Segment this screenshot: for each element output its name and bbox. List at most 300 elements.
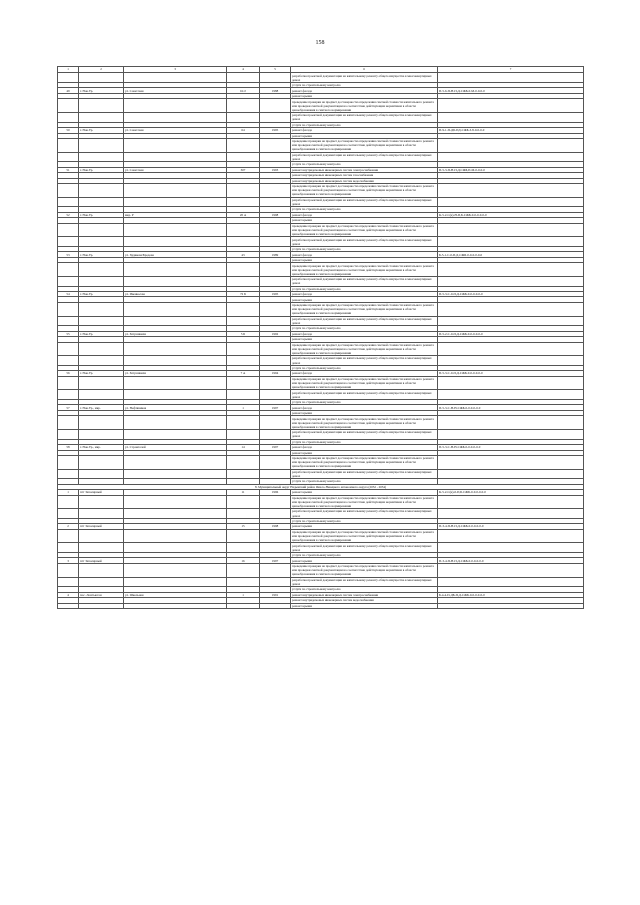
- table-row: [58, 356, 584, 366]
- section-title: 8. Муниципальный округ Надымский район Ямало-Ненецкого автономного округа (2032 - 2034): [58, 484, 584, 489]
- row-number-cell: 58: [58, 445, 79, 450]
- table-row: [58, 184, 584, 198]
- work-cell: проведение проверки на предмет достоверности определения сметной стоимости капитального ремонта или проверки сметной документации на соответствие действующим нормативам в области ценообразования в сметного нормирования: [291, 495, 438, 509]
- empty-cell: [438, 99, 584, 113]
- empty-cell: [260, 223, 291, 237]
- work-cell: разработка проектной документации на капитальному ремонту общего имущества в многоквартирных домах: [291, 356, 438, 366]
- work-cell: услуги по строительному контролю: [291, 365, 438, 370]
- empty-cell: [438, 416, 584, 430]
- empty-cell: [79, 416, 124, 430]
- city-cell: г. Нов.Ур.: [79, 331, 124, 336]
- year-cell: 1989: [260, 252, 291, 257]
- street-cell: мкр. Р: [124, 212, 227, 217]
- empty-cell: [260, 543, 291, 553]
- work-cell: разработка проектной документации на капитальному ремонту общего имущества в многоквартирных домах: [291, 430, 438, 440]
- table-row: [58, 529, 584, 543]
- empty-cell: [227, 390, 260, 400]
- empty-cell: [227, 563, 260, 577]
- house-cell: 16: [227, 558, 260, 563]
- work-cell: ремонт фасада: [291, 371, 438, 376]
- empty-cell: [124, 113, 227, 123]
- empty-cell: [79, 113, 124, 123]
- empty-cell: [438, 455, 584, 469]
- row-number-cell: 49: [58, 88, 79, 93]
- empty-cell: [58, 152, 79, 162]
- row-number-cell: 2: [58, 524, 79, 529]
- header-cell: 2: [79, 67, 124, 73]
- empty-cell: [260, 302, 291, 316]
- empty-cell: [58, 376, 79, 390]
- empty-cell: [58, 529, 79, 543]
- work-cell: услуги по строительному контролю: [291, 286, 438, 291]
- empty-cell: [227, 342, 260, 356]
- empty-cell: [79, 563, 124, 577]
- house-cell: 61/2: [227, 88, 260, 93]
- work-cell: разработка проектной документации на капитальному ремонту общего имущества в многоквартирных домах: [291, 73, 438, 83]
- work-cell: ремонт внутридомовых инженерных систем водоснабжения: [291, 178, 438, 183]
- house-cell: 20 А: [227, 212, 260, 217]
- empty-cell: [227, 184, 260, 198]
- empty-cell: [260, 184, 291, 198]
- empty-cell: [438, 543, 584, 553]
- empty-cell: [227, 138, 260, 152]
- empty-cell: [124, 197, 227, 207]
- street-cell: ул. Советская: [124, 88, 227, 93]
- row-number-cell: 55: [58, 331, 79, 336]
- empty-cell: [438, 603, 584, 608]
- year-cell: 1988: [260, 88, 291, 93]
- work-cell: услуги по строительному контролю: [291, 399, 438, 404]
- empty-cell: [79, 99, 124, 113]
- work-cell: услуги по строительному контролю: [291, 587, 438, 592]
- empty-cell: [227, 197, 260, 207]
- empty-cell: [79, 455, 124, 469]
- empty-cell: [124, 563, 227, 577]
- work-cell: услуги по строительному контролю: [291, 162, 438, 167]
- work-cell: ремонт внутридомовых инженерных систем газоснабжения: [291, 173, 438, 178]
- street-cell: ул. Школьная: [124, 592, 227, 597]
- table-row: [58, 237, 584, 247]
- work-cell: разработка проектной документации на капитальному ремонту общего имущества в многоквартирных домах: [291, 577, 438, 587]
- header-cell: 3: [124, 67, 227, 73]
- house-cell: 11: [227, 490, 260, 495]
- empty-cell: [438, 356, 584, 366]
- code-cell: Б-4-4-П-ДБ-П,Д-СЖБ-0-0-0-0-0-0: [438, 592, 584, 597]
- table-row: [58, 495, 584, 509]
- work-cell: разработка проектной документации на капитальному ремонту общего имущества в многоквартирных домах: [291, 469, 438, 479]
- street-cell: ул. Звтуашвили: [124, 331, 227, 336]
- empty-cell: [79, 543, 124, 553]
- table-row: [58, 223, 584, 237]
- work-cell: проведение проверки на предмет достоверности определения сметной стоимости капитального ремонта или проверки сметной документации на соответствие действующим нормативам в области ценообразования в сметного нормирования: [291, 138, 438, 152]
- work-cell: услуги по строительному контролю: [291, 246, 438, 251]
- code-cell: Б-5-1-С-0-П,Д-СЖБ-0-0-0-0-0-0: [438, 252, 584, 257]
- empty-cell: [124, 73, 227, 83]
- empty-cell: [438, 263, 584, 277]
- empty-cell: [227, 577, 260, 587]
- work-cell: разработка проектной документации на капитальному ремонту общего имущества в многоквартирных домах: [291, 509, 438, 519]
- work-cell: услуги по строительному контролю: [291, 207, 438, 212]
- header-cell: 4: [227, 67, 260, 73]
- header-cell: 7: [438, 67, 584, 73]
- work-cell: проведение проверки на предмет достоверности определения сметной стоимости капитального ремонта или проверки сметной документации на соответствие действующим нормативам в области ценообразования в сметного нормирования: [291, 376, 438, 390]
- table-row: [58, 469, 584, 479]
- empty-cell: [124, 316, 227, 326]
- work-cell: проведение проверки на предмет достоверности определения сметной стоимости капитального ремонта или проверки сметной документации на соответствие действующим нормативам в области ценообразования в сметного нормирования: [291, 263, 438, 277]
- empty-cell: [227, 356, 260, 366]
- year-cell: 1992: [260, 331, 291, 336]
- code-cell: П-5-3-С-0-П,Д-СЖБ-0-0-0-0-0-0: [438, 292, 584, 297]
- empty-cell: [58, 263, 79, 277]
- work-cell: разработка проектной документации на капитальному ремонту общего имущества в многоквартирных домах: [291, 390, 438, 400]
- work-cell: ремонт фасада: [291, 292, 438, 297]
- year-cell: 1991: [260, 592, 291, 597]
- work-cell: разработка проектной документации на капитальному ремонту общего имущества в многоквартирных домах: [291, 316, 438, 326]
- work-cell: проведение проверки на предмет достоверности определения сметной стоимости капитального ремонта или проверки сметной документации на соответствие действующим нормативам в области ценообразования в сметного нормирования: [291, 529, 438, 543]
- code-cell: П-5-6-П-Н-П,Д-СЖБ-0-М-0-0-0-0: [438, 88, 584, 93]
- city-cell: г. Нов.Ур.: [79, 212, 124, 217]
- table-row: [58, 276, 584, 286]
- city-cell: г. Нов.Ур.: [79, 88, 124, 93]
- empty-cell: [79, 184, 124, 198]
- empty-cell: [79, 237, 124, 247]
- code-cell: П-5-2-С-0-П,Д-СЖБ-0-0-0-0-0-0: [438, 331, 584, 336]
- city-cell: г. Нов.Ур., мкр.: [79, 405, 124, 410]
- empty-cell: [438, 469, 584, 479]
- year-cell: 1994: [260, 371, 291, 376]
- work-cell: ремонт крыши: [291, 558, 438, 563]
- empty-cell: [260, 342, 291, 356]
- empty-cell: [58, 73, 79, 83]
- table-row: [58, 416, 584, 430]
- house-cell: 64: [227, 128, 260, 133]
- empty-cell: [260, 263, 291, 277]
- empty-cell: [438, 237, 584, 247]
- empty-cell: [124, 430, 227, 440]
- empty-cell: [438, 376, 584, 390]
- empty-cell: [124, 138, 227, 152]
- work-cell: проведение проверки на предмет достоверности определения сметной стоимости капитального ремонта или проверки сметной документации на соответствие действующим нормативам в области ценообразования в сметного нормирования: [291, 342, 438, 356]
- table-row: [58, 455, 584, 469]
- empty-cell: [227, 529, 260, 543]
- empty-cell: [260, 430, 291, 440]
- empty-cell: [124, 223, 227, 237]
- empty-cell: [124, 416, 227, 430]
- empty-cell: [260, 197, 291, 207]
- work-cell: услуги по строительному контролю: [291, 552, 438, 557]
- city-cell: г. Нов.Ур.: [79, 371, 124, 376]
- work-cell: ремонт крыши: [291, 603, 438, 608]
- row-number-cell: 57: [58, 405, 79, 410]
- work-cell: ремонт фасада: [291, 88, 438, 93]
- page-number: 158: [315, 40, 325, 46]
- empty-cell: [438, 197, 584, 207]
- empty-cell: [260, 455, 291, 469]
- empty-cell: [58, 603, 79, 608]
- code-cell: К-5-2-С(н)-Н-П,Б-СЖБ-0-0-0-0-0-0: [438, 212, 584, 217]
- empty-cell: [79, 223, 124, 237]
- capital-repair-table: [57, 66, 584, 609]
- row-number-cell: 1: [58, 490, 79, 495]
- work-cell: услуги по строительному контролю: [291, 439, 438, 444]
- work-cell: ремонт крыши: [291, 524, 438, 529]
- empty-cell: [260, 356, 291, 366]
- table-row: [58, 543, 584, 553]
- empty-cell: [260, 509, 291, 519]
- work-cell: услуги по строительному контролю: [291, 479, 438, 484]
- row-number-cell: 53: [58, 252, 79, 257]
- header-cell: 6: [291, 67, 438, 73]
- empty-cell: [260, 416, 291, 430]
- work-cell: ремонт внутридомовых инженерных систем электроснабжения: [291, 592, 438, 597]
- work-cell: ремонт внутридомовых инженерных систем водоснабжения: [291, 598, 438, 603]
- year-cell: 1993: [260, 167, 291, 172]
- empty-cell: [79, 603, 124, 608]
- empty-cell: [58, 416, 79, 430]
- empty-cell: [227, 603, 260, 608]
- work-cell: ремонт фасада: [291, 331, 438, 336]
- work-cell: разработка проектной документации на капитальному ремонту общего имущества в многоквартирных домах: [291, 152, 438, 162]
- empty-cell: [227, 509, 260, 519]
- empty-cell: [79, 302, 124, 316]
- empty-cell: [227, 316, 260, 326]
- empty-cell: [124, 356, 227, 366]
- empty-cell: [260, 99, 291, 113]
- empty-cell: [438, 184, 584, 198]
- empty-cell: [260, 603, 291, 608]
- empty-cell: [79, 342, 124, 356]
- empty-cell: [227, 223, 260, 237]
- table-row: [58, 563, 584, 577]
- empty-cell: [58, 577, 79, 587]
- work-cell: ремонт внутридомовых инженерных систем электроснабжения: [291, 167, 438, 172]
- empty-cell: [58, 113, 79, 123]
- work-cell: ремонт крыши: [291, 297, 438, 302]
- row-number-cell: 50: [58, 128, 79, 133]
- street-cell: ул. Звтуашвили: [124, 371, 227, 376]
- empty-cell: [124, 543, 227, 553]
- empty-cell: [227, 455, 260, 469]
- work-cell: проведение проверки на предмет достоверности определения сметной стоимости капитального ремонта или проверки сметной документации на соответствие действующим нормативам в области ценообразования в сметного нормирования: [291, 184, 438, 198]
- table-body: [58, 67, 584, 609]
- empty-cell: [260, 237, 291, 247]
- empty-cell: [79, 316, 124, 326]
- work-cell: ремонт фасада: [291, 252, 438, 257]
- empty-cell: [260, 138, 291, 152]
- work-cell: разработка проектной документации на капитальному ремонту общего имущества в многоквартирных домах: [291, 197, 438, 207]
- city-cell: пгт Заполярный: [79, 558, 124, 563]
- city-cell: г. Нов.Ур.: [79, 128, 124, 133]
- empty-cell: [58, 223, 79, 237]
- work-cell: ремонт фасада: [291, 405, 438, 410]
- empty-cell: [438, 390, 584, 400]
- house-cell: 5 Б: [227, 331, 260, 336]
- street-cell: ул. Худякова/Бродова: [124, 252, 227, 257]
- city-cell: пос. Лонгъюган: [79, 592, 124, 597]
- empty-cell: [124, 99, 227, 113]
- year-cell: 1998: [260, 212, 291, 217]
- city-cell: г. Нов.Ур.: [79, 292, 124, 297]
- empty-cell: [227, 495, 260, 509]
- house-cell: 307: [227, 167, 260, 172]
- work-cell: ремонт крыши: [291, 133, 438, 138]
- table-row: [58, 316, 584, 326]
- row-number-cell: 3: [58, 558, 79, 563]
- work-cell: разработка проектной документации на капитальному ремонту общего имущества в многоквартирных домах: [291, 113, 438, 123]
- empty-cell: [79, 509, 124, 519]
- empty-cell: [58, 342, 79, 356]
- empty-cell: [438, 342, 584, 356]
- work-cell: разработка проектной документации на капитальному ремонту общего имущества в многоквартирных домах: [291, 543, 438, 553]
- house-cell: 15: [227, 524, 260, 529]
- empty-cell: [58, 316, 79, 326]
- empty-cell: [79, 469, 124, 479]
- table-row: [58, 390, 584, 400]
- empty-cell: [124, 603, 227, 608]
- table-row: [58, 99, 584, 113]
- empty-cell: [58, 197, 79, 207]
- year-cell: 1997: [260, 405, 291, 410]
- empty-cell: [79, 276, 124, 286]
- row-number-cell: 54: [58, 292, 79, 297]
- code-cell: П-5-3-С-Н-Н-СЖБ-0-0-0-0-0-0: [438, 405, 584, 410]
- empty-cell: [124, 342, 227, 356]
- empty-cell: [79, 376, 124, 390]
- empty-cell: [124, 529, 227, 543]
- work-cell: ремонт крыши: [291, 450, 438, 455]
- row-number-cell: 56: [58, 371, 79, 376]
- empty-cell: [260, 276, 291, 286]
- empty-cell: [58, 430, 79, 440]
- empty-cell: [227, 152, 260, 162]
- year-cell: 1997: [260, 558, 291, 563]
- table-row: [58, 263, 584, 277]
- header-cell: 5: [260, 67, 291, 73]
- code-cell: П-5-3-С-Н-Н-СЖБ-0-0-0-0-0-0: [438, 445, 584, 450]
- work-cell: услуги по строительному контролю: [291, 122, 438, 127]
- street-cell: ул. Нефтяников: [124, 405, 227, 410]
- empty-cell: [438, 113, 584, 123]
- empty-cell: [79, 577, 124, 587]
- work-cell: проведение проверки на предмет достоверности определения сметной стоимости капитального ремонта или проверки сметной документации на соответствие действующим нормативам в области ценообразования в сметного нормирования: [291, 416, 438, 430]
- empty-cell: [260, 469, 291, 479]
- empty-cell: [58, 302, 79, 316]
- empty-cell: [227, 469, 260, 479]
- empty-cell: [260, 113, 291, 123]
- street-cell: ул. Строителей: [124, 445, 227, 450]
- city-cell: г. Нов.Ур.: [79, 252, 124, 257]
- house-cell: 43: [227, 252, 260, 257]
- empty-cell: [58, 138, 79, 152]
- empty-cell: [58, 276, 79, 286]
- empty-cell: [79, 495, 124, 509]
- empty-cell: [124, 577, 227, 587]
- code-cell: П-3-4-П-Н-П,Д-СЖБ-0-0-0-0-0-0: [438, 524, 584, 529]
- table-row: [58, 152, 584, 162]
- row-number-cell: 51: [58, 167, 79, 172]
- empty-cell: [227, 376, 260, 390]
- house-cell: 7 А: [227, 371, 260, 376]
- work-cell: ремонт фасада: [291, 212, 438, 217]
- street-cell: ул. Советская: [124, 128, 227, 133]
- empty-cell: [58, 184, 79, 198]
- empty-cell: [438, 577, 584, 587]
- work-cell: ремонт крыши: [291, 337, 438, 342]
- work-cell: ремонт фасада: [291, 128, 438, 133]
- empty-cell: [58, 469, 79, 479]
- house-cell: 72 Б: [227, 292, 260, 297]
- empty-cell: [227, 263, 260, 277]
- table-row: [58, 376, 584, 390]
- table-row: [58, 577, 584, 587]
- work-cell: разработка проектной документации на капитальному ремонту общего имущества в многоквартирных домах: [291, 237, 438, 247]
- code-cell: П-5-3-П-Н-П,Д,СЖБ,П-М-0-0-0-0: [438, 167, 584, 172]
- empty-cell: [124, 469, 227, 479]
- year-cell: 1997: [260, 445, 291, 450]
- work-cell: ремонт крыши: [291, 93, 438, 98]
- empty-cell: [79, 138, 124, 152]
- empty-cell: [227, 302, 260, 316]
- work-cell: ремонт крыши: [291, 490, 438, 495]
- empty-cell: [58, 356, 79, 366]
- city-cell: г. Нов.Ур.: [79, 167, 124, 172]
- empty-cell: [260, 563, 291, 577]
- empty-cell: [227, 543, 260, 553]
- empty-cell: [260, 495, 291, 509]
- empty-cell: [79, 197, 124, 207]
- work-cell: проведение проверки на предмет достоверности определения сметной стоимости капитального ремонта или проверки сметной документации на соответствие действующим нормативам в области ценообразования в сметного нормирования: [291, 302, 438, 316]
- house-cell: 14: [227, 445, 260, 450]
- empty-cell: [79, 152, 124, 162]
- empty-cell: [438, 529, 584, 543]
- empty-cell: [124, 495, 227, 509]
- work-cell: ремонт крыши: [291, 257, 438, 262]
- year-cell: 1998: [260, 524, 291, 529]
- street-cell: ул. Ивенко/ова: [124, 292, 227, 297]
- empty-cell: [438, 509, 584, 519]
- code-cell: П-5-3-С-0-П,Д-СЖБ-0-0-0-0-0-0: [438, 371, 584, 376]
- empty-cell: [79, 529, 124, 543]
- work-cell: проведение проверки на предмет достоверности определения сметной стоимости капитального ремонта или проверки сметной документации на соответствие действующим нормативам в области ценообразования в сметного нормирования: [291, 563, 438, 577]
- table-row: [58, 197, 584, 207]
- empty-cell: [438, 73, 584, 83]
- empty-cell: [124, 390, 227, 400]
- row-number-cell: 52: [58, 212, 79, 217]
- empty-cell: [124, 455, 227, 469]
- work-cell: ремонт крыши: [291, 410, 438, 415]
- code-cell: П-3-4-П-Н-П,Д-СЖБ-0-0-0-0-0-0: [438, 558, 584, 563]
- table-row: [58, 603, 584, 608]
- row-number-cell: 4: [58, 592, 79, 597]
- empty-cell: [58, 563, 79, 577]
- empty-cell: [58, 99, 79, 113]
- empty-cell: [260, 390, 291, 400]
- empty-cell: [227, 113, 260, 123]
- empty-cell: [260, 577, 291, 587]
- work-cell: ремонт крыши: [291, 218, 438, 223]
- empty-cell: [124, 263, 227, 277]
- empty-cell: [227, 430, 260, 440]
- street-cell: ул. Советская: [124, 167, 227, 172]
- empty-cell: [227, 73, 260, 83]
- work-cell: услуги по строительному контролю: [291, 82, 438, 87]
- empty-cell: [260, 73, 291, 83]
- house-cell: 1: [227, 592, 260, 597]
- empty-cell: [124, 152, 227, 162]
- empty-cell: [58, 509, 79, 519]
- work-cell: проведение проверки на предмет достоверности определения сметной стоимости капитального ремонта или проверки сметной документации на соответствие действующим нормативам в области ценообразования в сметного нормирования: [291, 455, 438, 469]
- table-row: [58, 302, 584, 316]
